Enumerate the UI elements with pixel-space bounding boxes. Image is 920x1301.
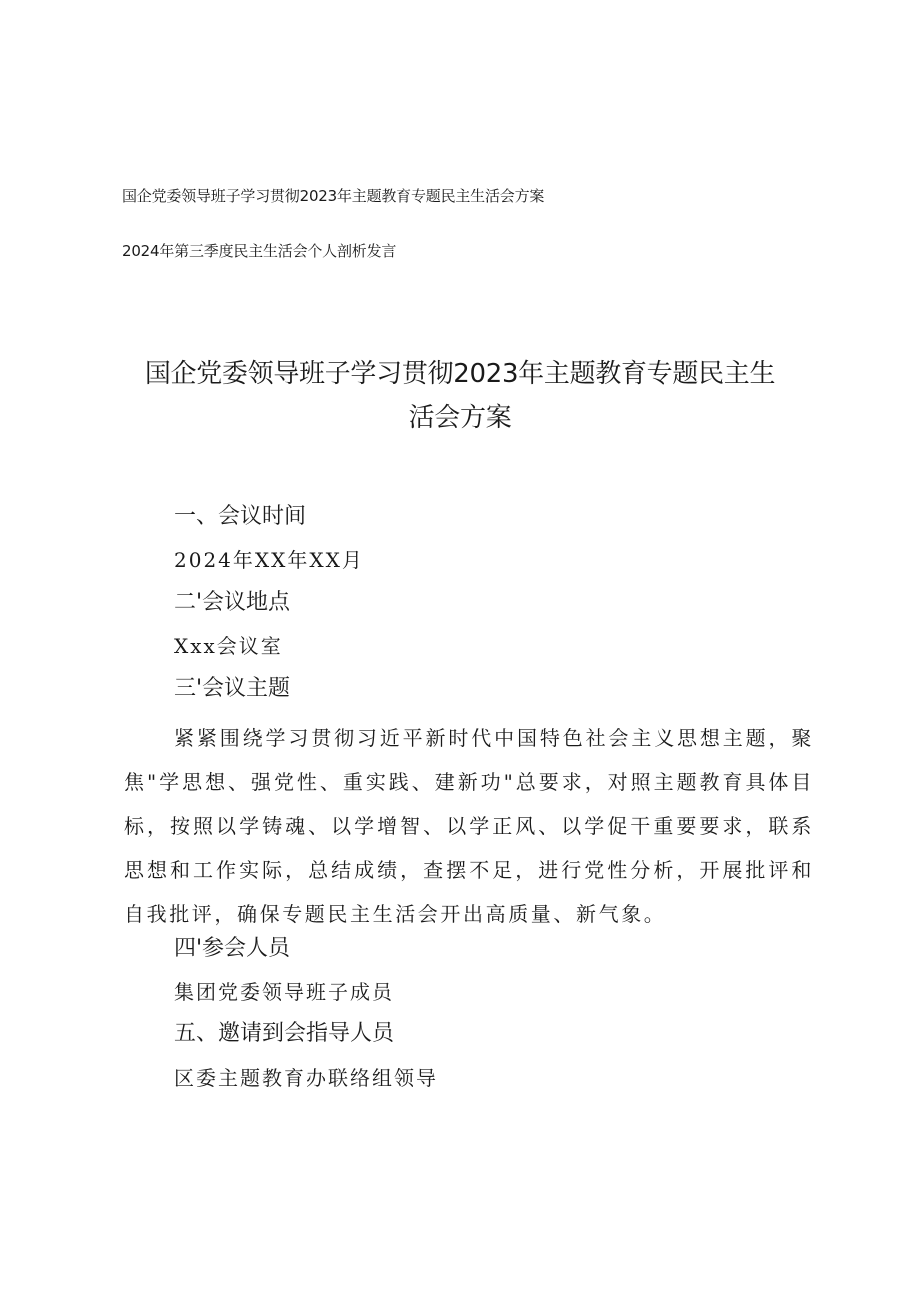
document-title-line-2: 活会方案	[408, 403, 512, 433]
section-heading-guests: 五、邀请到会指导人员	[174, 1021, 395, 1046]
meeting-time-value: 2024年XX年XX月	[174, 548, 364, 572]
document-title-line-1: 国企党委领导班子学习贯彻2023年主题教育专题民主生	[144, 359, 776, 389]
toc-entry-1[interactable]: 国企党委领导班子学习贯彻2023年主题教育专题民主生活会方案	[122, 187, 545, 205]
meeting-place-value: Xxx会议室	[174, 634, 283, 658]
guests-value: 区委主题教育办联络组领导	[174, 1066, 438, 1090]
section-heading-place: 二'会议地点	[174, 590, 291, 615]
section-heading-time: 一、会议时间	[174, 504, 307, 529]
section-heading-participants: 四'参会人员	[174, 936, 291, 961]
participants-value: 集团党委领导班子成员	[174, 980, 394, 1004]
section-heading-theme: 三'会议主题	[174, 676, 291, 701]
meeting-theme-paragraph: 紧紧围绕学习贯彻习近平新时代中国特色社会主义思想主题，聚焦"学思想、强党性、重实践、建新功"总要求，对照主题教育具体目标，按照以学铸魂、以学增智、以学正风、以学促干重要要求，联系思想和工作实际，总结成绩，查摆不足，进行党性分析，开展批评和自我批评，确保专题民主生活会开出高质量、新气象。	[124, 726, 814, 926]
document-title	[120, 352, 800, 440]
toc-entry-2[interactable]: 2024年第三季度民主生活会个人剖析发言	[122, 242, 397, 260]
